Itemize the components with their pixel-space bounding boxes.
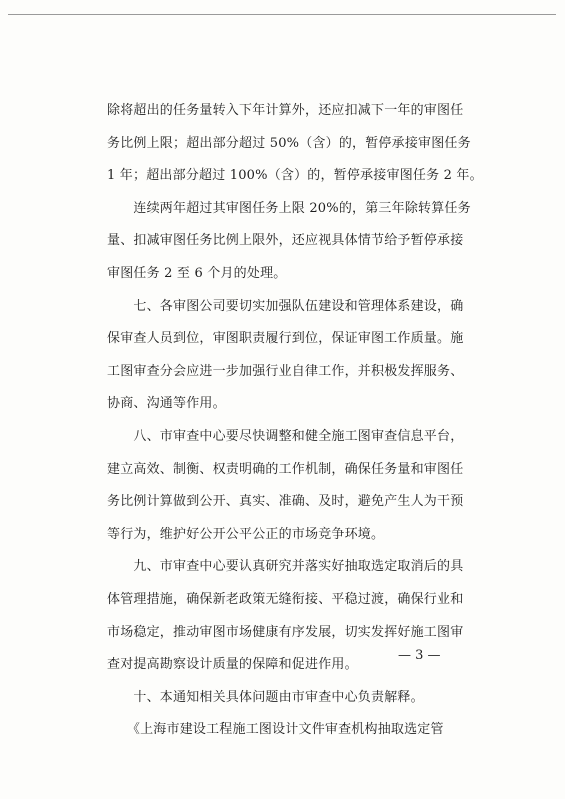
text-line: 连续两年超过其审图任务上限 20%的，第三年除转算任务 [107, 200, 471, 216]
text-line: 九、市审查中心要认真研究并落实好抽取选定取消后的具 [107, 559, 464, 575]
text-line: 审图任务 2 至 6 个月的处理。 [107, 265, 287, 281]
top-border-line [8, 14, 556, 15]
text-line: 查对提高勘察设计质量的保障和促进作用。 [107, 657, 358, 673]
text-line: 务比例上限；超出部分超过 50%（含）的，暂停承接审图任务 [107, 135, 471, 151]
text-line: 除将超出的任务量转入下年计算外，还应扣减下一年的审图任 [107, 103, 464, 118]
text-line: 务比例计算做到公开、真实、准确、及时，避免产生人为干预 [107, 494, 464, 510]
text-line: 工图审查分会应进一步加强行业自律工作，并积极发挥服务、 [107, 363, 464, 379]
text-line: 协商、沟通等作用。 [107, 396, 226, 412]
text-line: 八、市审查中心要尽快调整和健全施工图审查信息平台， [107, 428, 464, 444]
text-line: 《上海市建设工程施工图设计文件审查机构抽取选定管 [107, 722, 444, 738]
text-line: 量、扣减审图任务比例上限外，还应视具体情节给予暂停承接 [107, 233, 464, 249]
text-line: 等行为，维护好公开公平公正的市场竞争环境。 [107, 526, 385, 542]
text-line: 建立高效、制衡、权责明确的工作机制，确保任务量和审图任 [107, 461, 464, 477]
text-line: 十、本通知相关具体问题由市审查中心负责解释。 [107, 689, 424, 705]
text-line: 七、各审图公司要切实加强队伍建设和管理体系建设，确 [107, 298, 464, 314]
text-line: 体管理措施，确保新老政策无缝衔接、平稳过渡，确保行业和 [107, 591, 464, 607]
text-line: 1 年；超出部分超过 100%（含）的，暂停承接审图任务 2 年。 [107, 168, 483, 184]
page-number: — 3 — [398, 648, 441, 663]
text-line: 保审查人员到位，审图职责履行到位，保证审图工作质量。施 [107, 331, 464, 347]
text-line: 市场稳定，推动审图市场健康有序发展，切实发挥好施工图审 [107, 624, 464, 640]
